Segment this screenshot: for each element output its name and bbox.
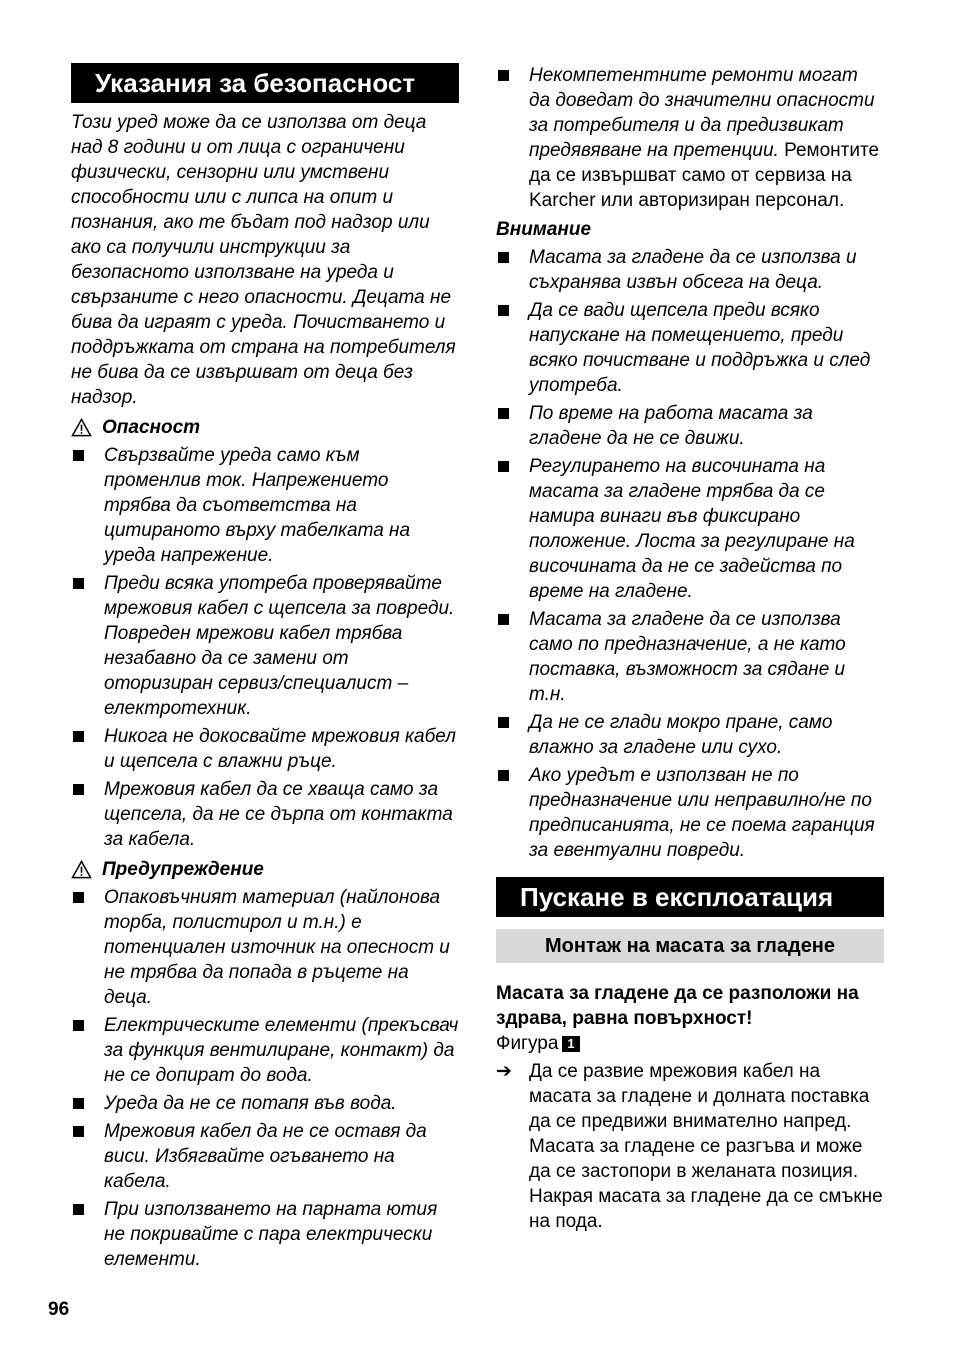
warning-list bbox=[71, 885, 459, 1272]
list-item: Опаковъчният материал (найлонова торба, полистирол и т.н.) е потенциален източник на опесност и не трябва да попада в ръцете на деца. bbox=[71, 885, 459, 1010]
attention-label: Внимание bbox=[496, 219, 592, 240]
repair-list bbox=[496, 63, 884, 213]
list-item: Уреда да не се потапя във вода. bbox=[71, 1091, 459, 1116]
list-item: Електрическите елементи (прекъсвач за функция вентилиране, контакт) да не се допират до вода. bbox=[71, 1013, 459, 1088]
square-bullet-icon bbox=[73, 892, 84, 903]
left-column bbox=[71, 63, 459, 1275]
square-bullet-icon bbox=[498, 717, 509, 728]
page-number: 96 bbox=[48, 1299, 70, 1320]
list-item: Масата за гладене да се използва само по предназначение, а не като поставка, възможност за сядане и т.н. bbox=[496, 607, 884, 707]
list-item: Да не се глади мокро пране, само влажно за гладене или сухо. bbox=[496, 710, 884, 760]
danger-label: Опасност bbox=[102, 417, 201, 438]
subsection-title-assembly: Монтаж на масата за гладене bbox=[496, 929, 884, 963]
list-item: Никога не докосвайте мрежовия кабел и щепсела с влажни ръце. bbox=[71, 724, 459, 774]
section-title-safety: Указания за безопасност bbox=[71, 63, 459, 103]
square-bullet-icon bbox=[73, 578, 84, 589]
warning-heading bbox=[71, 857, 459, 882]
list-item: Да се вади щепсела преди всяко напускане на помещението, преди всяко почистване и поддръжка и след употреба. bbox=[496, 298, 884, 398]
warning-label: Предупреждение bbox=[102, 859, 264, 880]
list-item: Некомпетентните ремонти могат да доведат до значителни опасности за потребителя и да предизвикат предявяване на претенции. Ремонтите да се извършват само от сервиза на Karcher или авторизиран персонал. bbox=[496, 63, 884, 213]
square-bullet-icon bbox=[73, 784, 84, 795]
square-bullet-icon bbox=[73, 1126, 84, 1137]
square-bullet-icon bbox=[498, 70, 509, 81]
square-bullet-icon bbox=[498, 461, 509, 472]
square-bullet-icon bbox=[73, 1020, 84, 1031]
square-bullet-icon bbox=[498, 614, 509, 625]
square-bullet-icon bbox=[498, 305, 509, 316]
list-item: ➔ Да се развие мрежовия кабел на масата за гладене и долната поставка да се предвижи внимателно напред. Масата за гладене се разгъва и може да се застопори в желаната позиция. Накрая масата за гладене да се смъкне на пода. bbox=[496, 1061, 883, 1232]
figure-reference: Фигура 1 bbox=[496, 1031, 884, 1056]
list-item: Свързвайте уреда само към променлив ток. Напрежението трябва да съответства на цитираното върху табелката на уреда напрежение. bbox=[71, 443, 459, 568]
warning-triangle-icon bbox=[71, 860, 92, 879]
square-bullet-icon bbox=[73, 731, 84, 742]
right-column bbox=[496, 63, 884, 1237]
list-item: Мрежовия кабел да се хваща само за щепсела, да не се дърпа от контакта за кабела. bbox=[71, 777, 459, 852]
list-item: Ако уредът е използван не по предназначение или неправилно/не по предписанията, не се поема гаранция за евентуални повреди. bbox=[496, 763, 884, 863]
list-item: Регулирането на височината на масата за гладене трябва да се намира винаги във фиксирано положение. Лоста за регулиране на височината да не се задейства по време на гладене. bbox=[496, 454, 884, 604]
arrow-right-icon: ➔ bbox=[496, 1061, 512, 1082]
square-bullet-icon bbox=[73, 1098, 84, 1109]
list-item: Мрежовия кабел да не се оставя да виси. Избягвайте огъването на кабела. bbox=[71, 1119, 459, 1194]
list-item: Масата за гладене да се използва и съхранява извън обсега на деца. bbox=[496, 245, 884, 295]
square-bullet-icon bbox=[73, 450, 84, 461]
square-bullet-icon bbox=[498, 770, 509, 781]
list-item: По време на работа масата за гладене да не се движи. bbox=[496, 401, 884, 451]
steps-list bbox=[496, 1059, 884, 1234]
danger-list bbox=[71, 443, 459, 852]
attention-list bbox=[496, 245, 884, 863]
list-item: Преди всяка употреба проверявайте мрежовия кабел с щепсела за повреди. Повреден мрежови кабел трябва незабавно да се замени от оторизиран сервиз/специалист – електротехник. bbox=[71, 571, 459, 721]
square-bullet-icon bbox=[498, 252, 509, 263]
square-bullet-icon bbox=[73, 1204, 84, 1215]
surface-note: Масата за гладене да се разположи на здрава, равна повърхност! bbox=[496, 983, 859, 1029]
warning-triangle-icon bbox=[71, 418, 92, 437]
safety-intro: Този уред може да се използва от деца над 8 години и от лица с ограничени физически, сензорни или умствени способности или с липса на опит и познания, ако те бъдат под надзор или ако са получили инструкции за безопасното използване на уреда и свързаните с него опасности. Децата не бива да играят с уреда. Почистването и поддръжката от страна на потребителя не бива да се извършват от деца без надзор. bbox=[71, 112, 456, 408]
section-title-startup: Пускане в експлоатация bbox=[496, 877, 884, 917]
figure-number-badge: 1 bbox=[562, 1036, 579, 1052]
danger-heading bbox=[71, 415, 459, 440]
square-bullet-icon bbox=[498, 408, 509, 419]
list-item: При използването на парната ютия не покривайте с пара електрически елементи. bbox=[71, 1197, 459, 1272]
